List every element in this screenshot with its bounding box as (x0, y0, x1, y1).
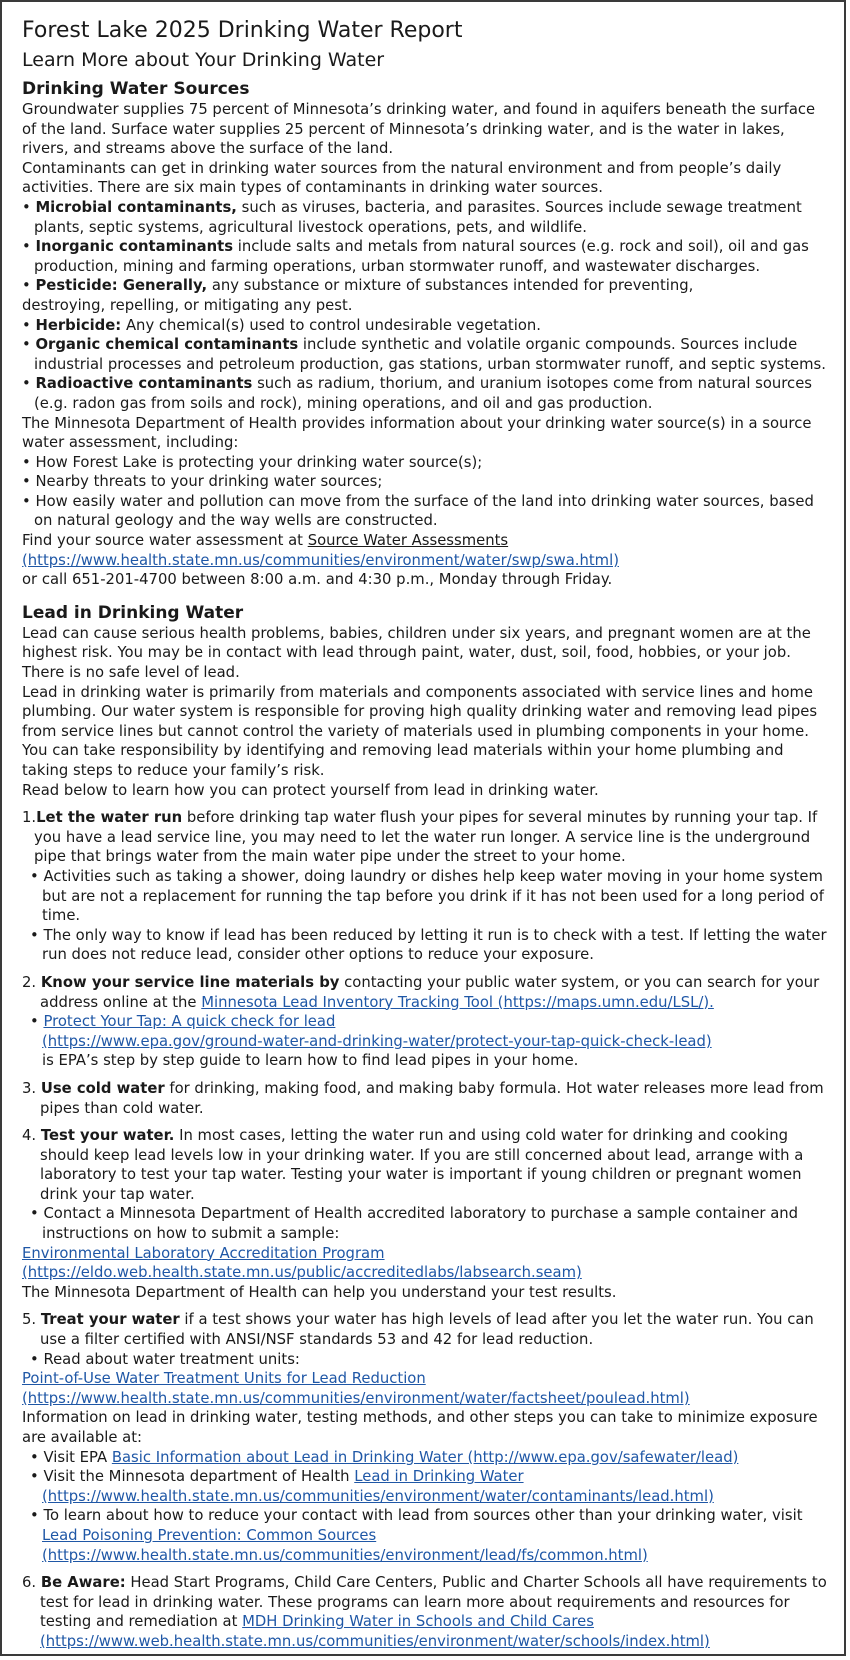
step-2-bullet: • Protect Your Tap: A quick check for lead (30, 1013, 336, 1031)
schools-url-line (22, 1632, 830, 1652)
mdh-lead-link[interactable]: Lead in Drinking Water (354, 1468, 524, 1486)
step-1-bullet: • Activities such as taking a shower, doing laundry or dishes help keep water moving in your home system but are not a replacement for running the tap before you drink if it has not been used for a long period of time. (30, 867, 824, 925)
source-water-assessments-url[interactable]: (https://www.health.state.mn.us/communities/environment/water/swp/swa.html) (22, 551, 619, 569)
lead-paragraph-1: Lead can cause serious health problems, babies, children under six years, and pregnant women are at the highest risk. You may be in contact with lead through paint, water, dust, soil, food, hobbies, or your job. There is no safe level of lead. (22, 624, 811, 682)
contaminant-item: • Microbial contaminants, such as viruses, bacteria, and parasites. Sources include sewage treatment plants, septic systems, agricultural livestock operations, pets, and wildlife. (22, 198, 802, 236)
protect-your-tap-url-line (22, 1032, 830, 1052)
sources-paragraph-3: The Minnesota Department of Health provides information about your drinking water source(s) in a source water assessment, including: (22, 414, 812, 452)
lead-poisoning-url-line (22, 1546, 830, 1566)
step-2: 2. Know your service line materials by contacting your public water system, or you can search for your address online at the Minnesota Lead Inventory Tracking Tool (https://maps.umn.edu/LSL/). (22, 973, 820, 1011)
contaminant-item: • Radioactive contaminants such as radium, thorium, and uranium isotopes come from natural sources (e.g. radon gas from soils and rock), mining operations, and oil and gas production. (22, 375, 813, 412)
contaminant-item-continuation: destroying, repelling, or mitigating any pest. (22, 296, 353, 314)
lead-sources-item: • To learn about how to reduce your contact with lead from sources other than your drinking water, visit (30, 1507, 803, 1525)
step-2-bullet-text: is EPA’s step by step guide to learn how to find lead pipes in your home. (42, 1052, 579, 1070)
protect-your-tap-url[interactable]: (https://www.epa.gov/ground-water-and-drinking-water/protect-your-tap-quick-check-lead) (42, 1032, 712, 1050)
lead-paragraph-3: Read below to learn how you can protect yourself from lead in drinking water. (22, 781, 599, 799)
assessment-item: • Nearby threats to your drinking water sources; (22, 473, 383, 491)
lead-poisoning-link[interactable]: Lead Poisoning Prevention: Common Sources (42, 1526, 377, 1544)
epa-lead-link[interactable]: Basic Information about Lead in Drinking Water (http://www.epa.gov/safewater/lead) (111, 1448, 739, 1466)
step-3: 3. Use cold water for drinking, making food, and making baby formula. Hot water releases more lead from pipes than cold water. (22, 1079, 824, 1117)
sources-paragraph-1: Groundwater supplies 75 percent of Minnesota’s drinking water, and found in aquifers beneath the surface of the land. Surface water supplies 25 percent of Minnesota’s drinking water, and is the water in lakes, rivers, and streams above the surface of the land. (22, 101, 816, 158)
call-info: or call 651-201-4700 between 8:00 a.m. and 4:30 p.m., Monday through Friday. (22, 571, 613, 589)
page-title: Forest Lake 2025 Drinking Water Report (22, 18, 463, 43)
find-assessment: Find your source water assessment at Source Water Assessments (22, 532, 509, 550)
lead-paragraph-2: Lead in drinking water is primarily from materials and components associated with service lines and home plumbing. Our water system is responsible for proving high quality drinking water and removing lead pipes from service lines but cannot control the variety of materials used in plumbing components in your home. You can take responsibility by identifying and removing lead materials within your home plumbing and taking steps to reduce your family’s risk. (22, 683, 818, 779)
assessment-item: • How Forest Lake is protecting your drinking water source(s); (22, 453, 483, 471)
treatment-units-link[interactable]: Point-of-Use Water Treatment Units for Lead Reduction (22, 1370, 426, 1388)
step-5: 5. Treat your water if a test shows your water has high levels of lead after you let the water run. You can use a filter certified with ANSI/NSF standards 53 and 42 for lead reduction. (22, 1311, 814, 1349)
treatment-units-url[interactable]: (https://www.health.state.mn.us/communities/environment/water/factsheet/poulead.html) (22, 1389, 690, 1407)
protect-your-tap-link[interactable]: Protect Your Tap: A quick check for lead (43, 1013, 336, 1031)
contaminant-item: • Herbicide: Any chemical(s) used to control undesirable vegetation. (22, 316, 541, 334)
lead-inventory-link[interactable]: Minnesota Lead Inventory Tracking Tool (https://maps.umn.edu/LSL/). (201, 993, 714, 1011)
contaminant-item: • Organic chemical contaminants include synthetic and volatile organic compounds. Sources include industrial processes and petroleum production, gas stations, urban stormwater runoff, and septic systems. (22, 336, 826, 373)
step-4-bullet: • Contact a Minnesota Department of Health accredited laboratory to purchase a sample container and instructions on how to submit a sample: (30, 1205, 799, 1243)
treatment-url-line (22, 1389, 830, 1409)
accreditation-program-url[interactable]: (https://eldo.web.health.state.mn.us/public/accreditedlabs/labsearch.seam) (22, 1264, 582, 1282)
accreditation-program-link[interactable]: Environmental Laboratory Accreditation Program (22, 1244, 385, 1262)
lead-heading: Lead in Drinking Water (22, 602, 244, 623)
treatment-link-line (22, 1369, 830, 1389)
step-1: 1.Let the water run before drinking tap water flush your pipes for several minutes by running your tap. If you have a lead service line, you may need to let the water run longer. A service line is the underground pipe that brings water from the main water pipe under the street to your home. (22, 809, 818, 866)
contaminant-item: • Inorganic contaminants include salts and metals from natural sources (e.g. rock and soil), oil and gas production, mining and farming operations, urban stormwater runoff, and wastewater discharges. (22, 238, 809, 275)
lead-poisoning-link-line (22, 1526, 830, 1546)
assessment-item: • How easily water and pollution can move from the surface of the land into drinking water sources, based on natural geology and the way wells are constructed. (22, 492, 814, 530)
schools-url[interactable]: (https://www.web.health.state.mn.us/communities/environment/water/schools/index.html) (40, 1632, 710, 1650)
contaminant-item: • Pesticide: Generally, any substance or mixture of substances intended for preventing, (22, 277, 694, 295)
sources-paragraph-2: Contaminants can get in drinking water sources from the natural environment and from people’s daily activities. There are six main types of contaminants in drinking water sources. (22, 159, 782, 197)
sources-heading: Drinking Water Sources (22, 79, 250, 99)
schools-link[interactable]: MDH Drinking Water in Schools and Child Cares (242, 1613, 594, 1631)
accreditation-url-line (22, 1263, 830, 1283)
step-6: 6. Be Aware: Head Start Programs, Child Care Centers, Public and Charter Schools all have requirements to test for lead in drinking water. These programs can learn more about requirements and resources for testing and remediation at MDH Drinking Water in Schools and Child Cares (22, 1574, 827, 1631)
accreditation-link-line (22, 1244, 830, 1264)
mdh-lead-url[interactable]: (https://www.health.state.mn.us/communities/environment/water/contaminants/lead.html) (42, 1487, 714, 1505)
assessment-list (22, 453, 830, 531)
step-5-bullet: • Read about water treatment units: (30, 1350, 300, 1368)
visit-mdh-item: • Visit the Minnesota department of Health Lead in Drinking Water (30, 1468, 524, 1486)
step-1-bullet: • The only way to know if lead has been reduced by letting it run is to check with a test. If letting the water run does not reduce lead, consider other options to reduce your exposure. (30, 926, 827, 964)
visit-epa-item: • Visit EPA Basic Information about Lead in Drinking Water (http://www.epa.gov/safewater/lead) (30, 1448, 739, 1466)
lead-poisoning-url[interactable]: (https://www.health.state.mn.us/communities/environment/lead/fs/common.html) (42, 1546, 648, 1564)
lead-info-paragraph: Information on lead in drinking water, testing methods, and other steps you can take to minimize exposure are available at: (22, 1409, 818, 1446)
page-subtitle: Learn More about Your Drinking Water (22, 49, 385, 71)
source-water-assessments-link[interactable]: Source Water Assessments (307, 532, 509, 550)
step-4: 4. Test your water. In most cases, letting the water run and using cold water for drinking and cooking should keep lead levels low in your drinking water. If you are still concerned about lead, arrange with a laboratory to test your tap water. Testing your water is important if young children or pregnant women drink your tap water. (22, 1127, 804, 1203)
test-results-help: The Minnesota Department of Health can help you understand your test results. (22, 1283, 617, 1301)
mdh-lead-url-line (22, 1487, 830, 1507)
find-assessment-url (22, 551, 830, 571)
contaminant-list (22, 198, 830, 414)
